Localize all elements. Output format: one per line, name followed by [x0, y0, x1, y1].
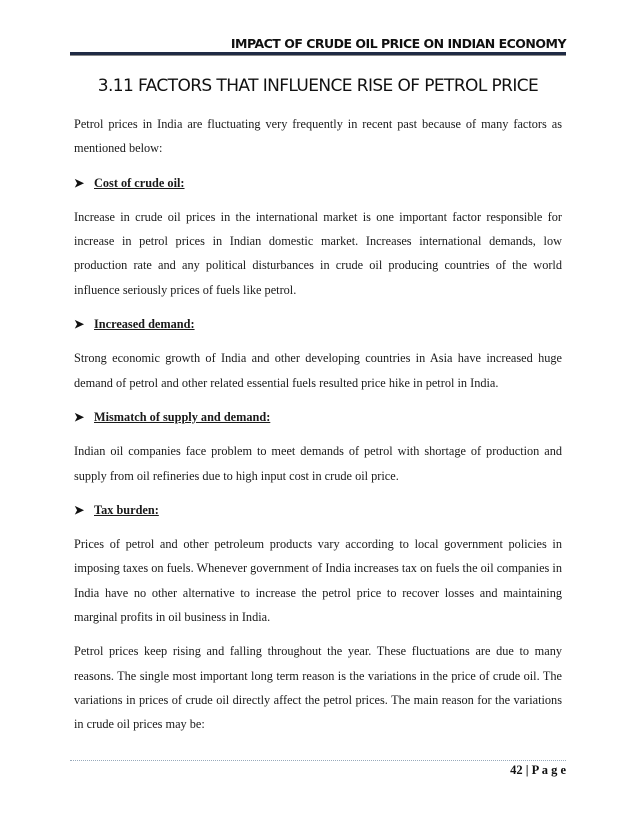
factor-heading-increased-demand: [74, 312, 562, 336]
running-header: IMPACT OF CRUDE OIL PRICE ON INDIAN ECONOMY: [230, 36, 566, 51]
factor-paragraph: Indian oil companies face problem to meet demands of petrol with shortage of production and supply from oil refineries due to high input cost in crude oil price.: [74, 444, 562, 483]
factor-paragraph: Increase in crude oil prices in the international market is one important factor responsible for increase in petrol prices in Indian domestic market. Increases international demands, low production rate and any political disturbances in crude oil producing countries of the world influence seriously prices of fuels like petrol.: [74, 209, 562, 297]
closing-paragraph: Petrol prices keep rising and falling throughout the year. These fluctuations are due to many reasons. The single most important long term reason is the variations in the price of crude oil. The variations in prices of crude oil directly affect the petrol prices. The main reason for the variations in crude oil prices may be:: [74, 644, 562, 732]
factor-paragraph: Prices of petrol and other petroleum products vary according to local government policies in imposing taxes on fuels. Whenever government of India increases tax on fuels the oil companies in India have no other alternative to increase the petrol price to recover losses and maintaining marginal profits in oil business in India.: [74, 537, 562, 625]
body-text: [74, 112, 562, 747]
section-title: 3.11 FACTORS THAT INFLUENCE RISE OF PETROL PRICE: [97, 76, 539, 96]
factor-heading-label: Mismatch of supply and demand:: [94, 409, 271, 424]
factor-heading-label: Tax burden:: [94, 502, 159, 517]
page-number: 42 | P a g e: [510, 763, 566, 777]
arrow-bullet-icon: ➤: [74, 317, 85, 332]
intro-paragraph: Petrol prices in India are fluctuating very frequently in recent past because of many factors as mentioned below:: [74, 117, 562, 156]
arrow-bullet-icon: ➤: [74, 175, 85, 190]
factor-paragraph: Strong economic growth of India and other developing countries in Asia have increased huge demand of petrol and other related essential fuels resulted price hike in petrol in India.: [74, 351, 562, 390]
footer-rule: [70, 760, 566, 761]
factor-heading-label: Cost of crude oil:: [94, 175, 185, 190]
arrow-bullet-icon: ➤: [74, 410, 85, 425]
arrow-bullet-icon: ➤: [74, 503, 85, 517]
factor-heading-tax-burden: [74, 498, 562, 522]
factor-heading-supply-demand-mismatch: [74, 405, 562, 429]
factor-heading-label: Increased demand:: [94, 317, 195, 332]
factor-heading-crude-oil-cost: [74, 171, 562, 195]
header-rule: [70, 52, 566, 56]
